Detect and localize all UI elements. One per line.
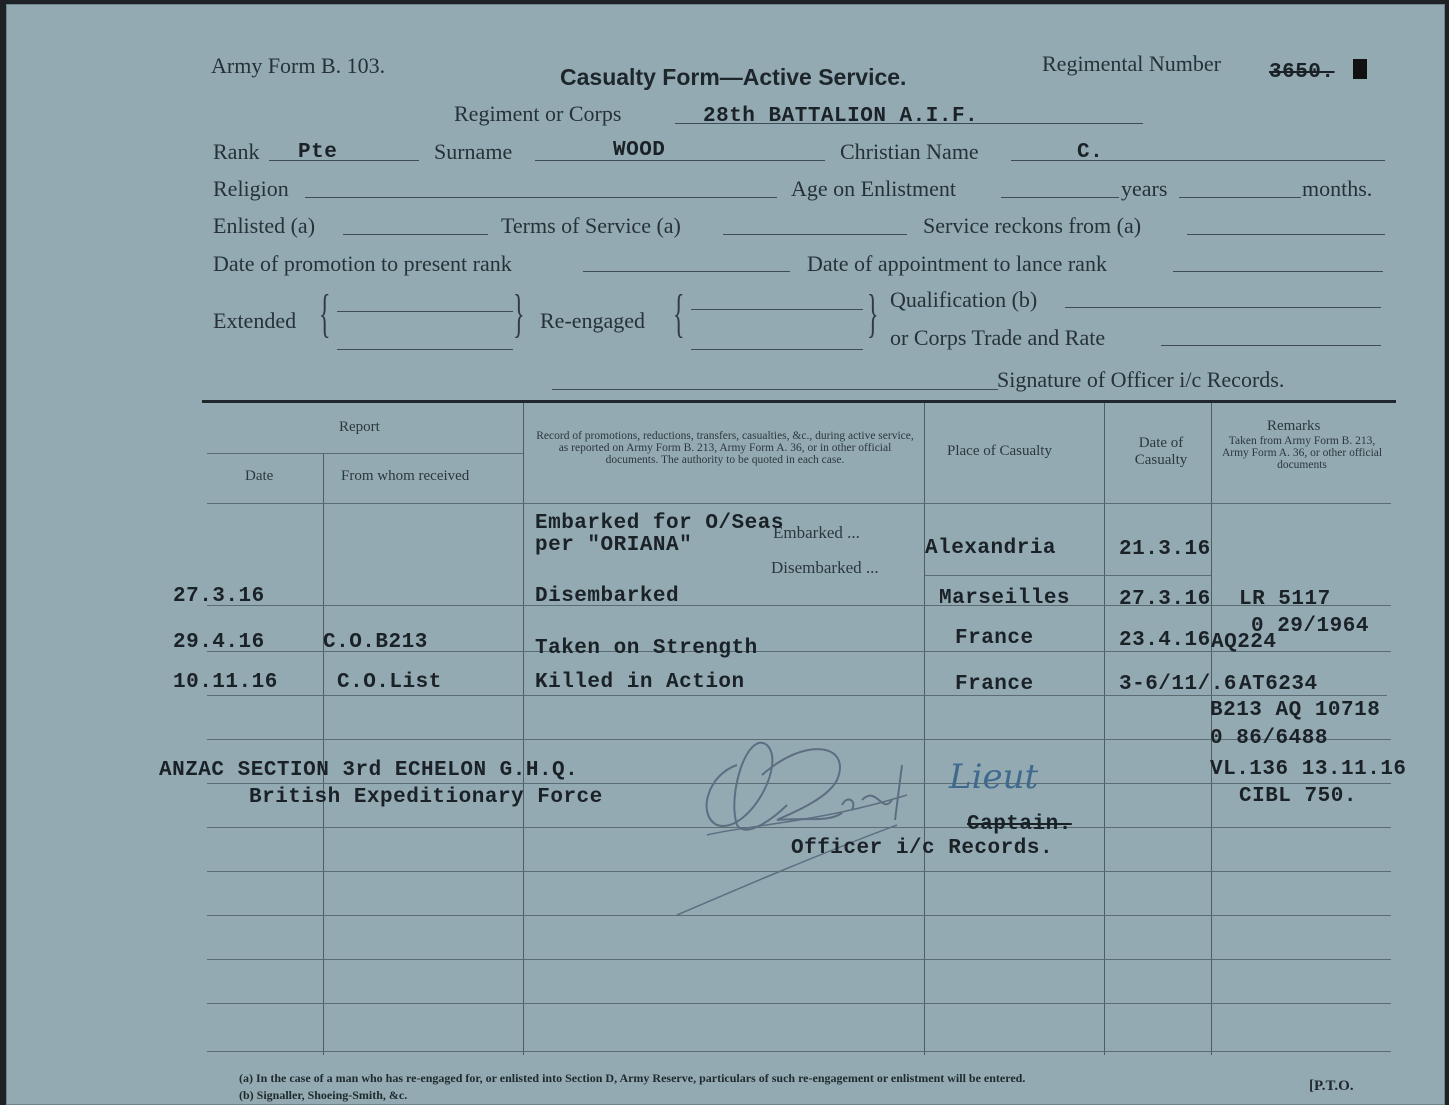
reengaged-line-2 [691,349,863,350]
age-years-line [1001,197,1119,198]
reckons-label: Service reckons from (a) [923,213,1142,238]
stamp-line-2: British Expeditionary Force [249,786,603,809]
reengaged-line-1 [691,309,863,310]
row-rule [207,1051,1391,1052]
printed-disembarked: Disembarked ... [771,558,879,577]
surname-value: WOOD [613,139,666,162]
officer-signature [667,705,967,925]
row-2-date: 29.4.16 [173,631,265,654]
signature-line [552,389,998,390]
surname-label: Surname [434,139,513,164]
qualification-line [1065,307,1381,308]
row-0-record: Embarked for O/Seas per "ORIANA" [535,512,784,557]
casualty-form [6,4,1445,1105]
form-title: Casualty Form—Active Service. [560,64,907,90]
lance-line [1173,271,1383,272]
table-top-rule [202,400,1396,403]
ink-blot [1353,59,1367,79]
place-header: Place of Casualty [947,443,1052,459]
lance-label: Date of appointment to lance rank [807,251,1107,276]
religion-line [305,197,777,198]
date-casualty-header: Date of Casualty [1134,435,1188,468]
report-subheader-rule [207,453,523,454]
date-header: Date [245,468,274,484]
religion-label: Religion [213,176,289,201]
row-rule [207,959,1391,960]
remarks-extra-4: CIBL 750. [1239,785,1357,808]
rank-typed: Captain. [967,813,1072,836]
report-header: Report [339,419,380,435]
record-header: Record of promotions, reductions, transfers, casualties, &c., during active service, as reported on Army Form B. 213, Army Form A. 36, or in other official documents. The authority to be quoted in each case. [536,430,914,466]
trade-line [1161,345,1381,346]
remarks-subheader: Taken from Army Form B. 213, Army Form A. 36, or other official documents [1221,435,1383,471]
header-bottom-rule [207,503,1391,504]
remarks-extra-0: 0 29/1964 [1251,615,1369,638]
row-rule [1105,575,1211,576]
row-1-date-casualty: 27.3.16 [1119,588,1211,611]
row-0-place: Alexandria [925,537,1057,560]
col-divider-date [1104,403,1105,1055]
age-label: Age on Enlistment [791,176,956,201]
enlisted-label: Enlisted (a) [213,213,316,238]
christian-name-line [1011,160,1385,161]
rank-line [269,160,419,161]
signature-label: Signature of Officer i/c Records. [997,367,1285,392]
row-rule [207,605,1391,606]
col-divider-from [323,453,324,1055]
rank-value: Pte [298,141,338,164]
terms-line [723,234,907,235]
months-label: months. [1302,176,1373,201]
trade-label: or Corps Trade and Rate [890,325,1106,350]
officer-title: Officer i/c Records. [791,837,1054,860]
rank-handwritten: Lieut [949,757,1039,797]
row-1-place: Marseilles [939,587,1071,610]
rank-label: Rank [213,139,260,164]
row-2-remarks: AQ224 [1211,631,1277,654]
row-3-date-casualty: 3-6/11/.6 [1119,673,1237,696]
row-3-place: France [955,673,1034,696]
from-header: From whom received [341,468,470,484]
remarks-extra-2: 0 86/6488 [1210,727,1328,750]
reengaged-brace-open: { [673,287,685,345]
extended-line-1 [337,311,513,312]
promotion-label: Date of promotion to present rank [213,251,512,276]
reengaged-label: Re-engaged [540,308,646,333]
christian-name-label: Christian Name [840,139,979,164]
row-0-date-casualty: 21.3.16 [1119,538,1211,561]
age-months-line [1179,197,1301,198]
enlisted-line [343,234,488,235]
printed-embarked: Embarked ... [773,523,860,542]
qualification-label: Qualification (b) [890,287,1038,312]
form-label: Army Form B. 103. [211,53,386,78]
row-rule [207,1003,1391,1004]
col-divider-record [523,403,524,1055]
remarks-extra-1: B213 AQ 10718 [1210,699,1381,722]
regimental-number-label: Regimental Number [1042,51,1222,76]
regiment-value: 28th BATTALION A.I.F. [703,105,979,128]
row-3-remarks: AT6234 [1239,673,1318,696]
row-1-remarks: LR 5117 [1239,588,1331,611]
pto-mark: [P.T.O. [1309,1078,1354,1094]
row-3-record: Killed in Action [535,671,745,694]
row-1-record: Disembarked [535,585,680,608]
row-1-date: 27.3.16 [173,585,265,608]
row-2-date-casualty: 23.4.16 [1119,629,1211,652]
years-label: years [1121,176,1168,201]
christian-name-value: C. [1077,141,1104,164]
stamp-line-1: ANZAC SECTION 3rd ECHELON G.H.Q. [159,759,579,782]
reckons-line [1187,234,1385,235]
extended-label: Extended [213,308,297,333]
row-2-record: Taken on Strength [535,637,758,660]
regimental-number-value: 3650. [1269,61,1335,84]
extended-brace-close: } [513,287,525,345]
footnote-b: (b) Signaller, Shoeing-Smith, &c. [239,1088,408,1102]
row-3-date: 10.11.16 [173,671,278,694]
promotion-line [583,271,790,272]
row-2-from: C.O.B213 [323,631,428,654]
row-2-place: France [955,627,1034,650]
terms-label: Terms of Service (a) [501,213,681,238]
row-3-from: C.O.List [337,671,442,694]
regiment-label: Regiment or Corps [454,101,622,126]
reengaged-brace-close: } [867,287,879,345]
remarks-extra-3: VL.136 13.11.16 [1210,758,1407,781]
footnote-a: (a) In the case of a man who has re-engaged for, or enlisted into Section D, Army Reserve, particulars of such re-engagement or enlistment will be entered. [239,1071,1026,1085]
row-rule [925,575,1105,576]
surname-line [535,160,825,161]
extended-line-2 [337,349,513,350]
extended-brace-open: { [319,287,331,345]
remarks-header: Remarks [1267,418,1321,434]
